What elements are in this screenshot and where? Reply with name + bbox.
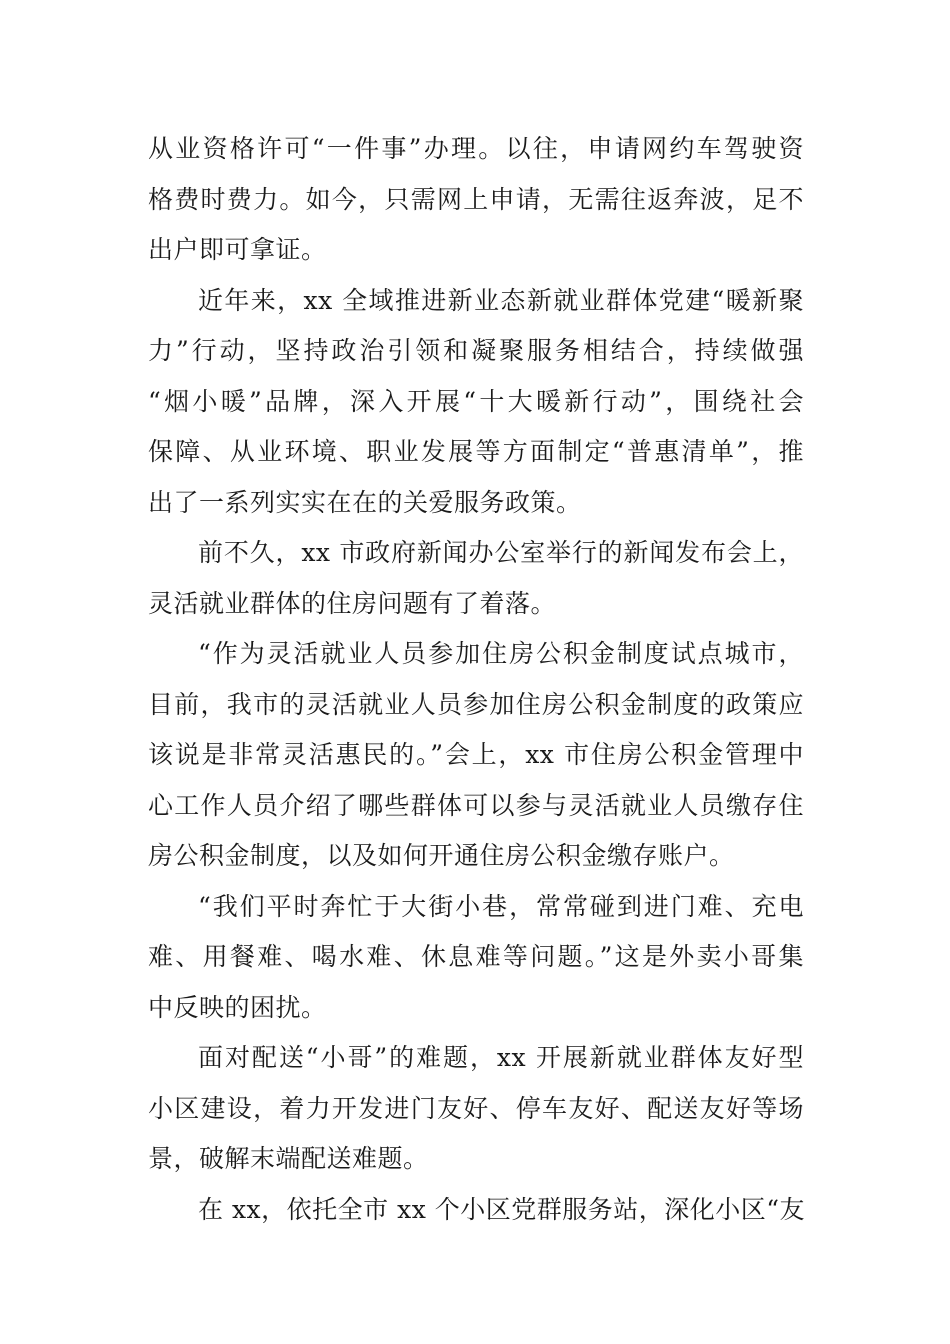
text-line: “作为灵活就业人员参加住房公积金制度试点城市， — [198, 639, 804, 668]
text-line: 出户即可拿证。 — [148, 235, 327, 264]
document-body — [148, 124, 804, 1235]
text-line: 小区建设，着力开发进门友好、停车友好、配送友好等场 — [148, 1093, 804, 1123]
text-line: 保障、从业环境、职业发展等方面制定“普惠清单”，推 — [148, 437, 804, 466]
text-line: 从业资格许可“一件事”办理。以往，申请网约车驾驶资 — [148, 134, 804, 163]
text-line: 房公积金制度，以及如何开通住房公积金缴存账户。 — [148, 841, 735, 870]
text-line: 难、用餐难、喝水难、休息难等问题。”这是外卖小哥集 — [148, 942, 804, 971]
text-line: 该说是非常灵活惠民的。”会上，xx 市住房公积金管理中 — [148, 740, 804, 769]
text-line: 力”行动，坚持政治引领和凝聚服务相结合，持续做强 — [148, 336, 804, 365]
text-line: 近年来，xx 全域推进新业态新就业群体党建“暖新聚 — [198, 285, 804, 315]
text-line: 目前，我市的灵活就业人员参加住房公积金制度的政策应 — [148, 689, 804, 719]
text-line: 心工作人员介绍了哪些群体可以参与灵活就业人员缴存住 — [148, 790, 804, 820]
text-line: 景，破解末端配送难题。 — [148, 1144, 429, 1173]
text-line: “我们平时奔忙于大街小巷，常常碰到进门难、充电 — [198, 891, 804, 921]
text-line: 在 xx，依托全市 xx 个小区党群服务站，深化小区“友 — [198, 1194, 806, 1224]
text-line: 面对配送“小哥”的难题，xx 开展新就业群体友好型 — [198, 1043, 804, 1072]
text-line: “烟小暖”品牌，深入开展“十大暖新行动”，围绕社会 — [148, 386, 804, 416]
text-line: 中反映的困扰。 — [148, 992, 327, 1022]
text-line: 灵活就业群体的住房问题有了着落。 — [148, 588, 557, 618]
text-line: 前不久，xx 市政府新闻办公室举行的新闻发布会上， — [198, 538, 804, 567]
text-line: 格费时费力。如今，只需网上申请，无需往返奔波，足不 — [148, 184, 804, 214]
text-line: 出了一系列实实在在的关爱服务政策。 — [148, 487, 582, 517]
